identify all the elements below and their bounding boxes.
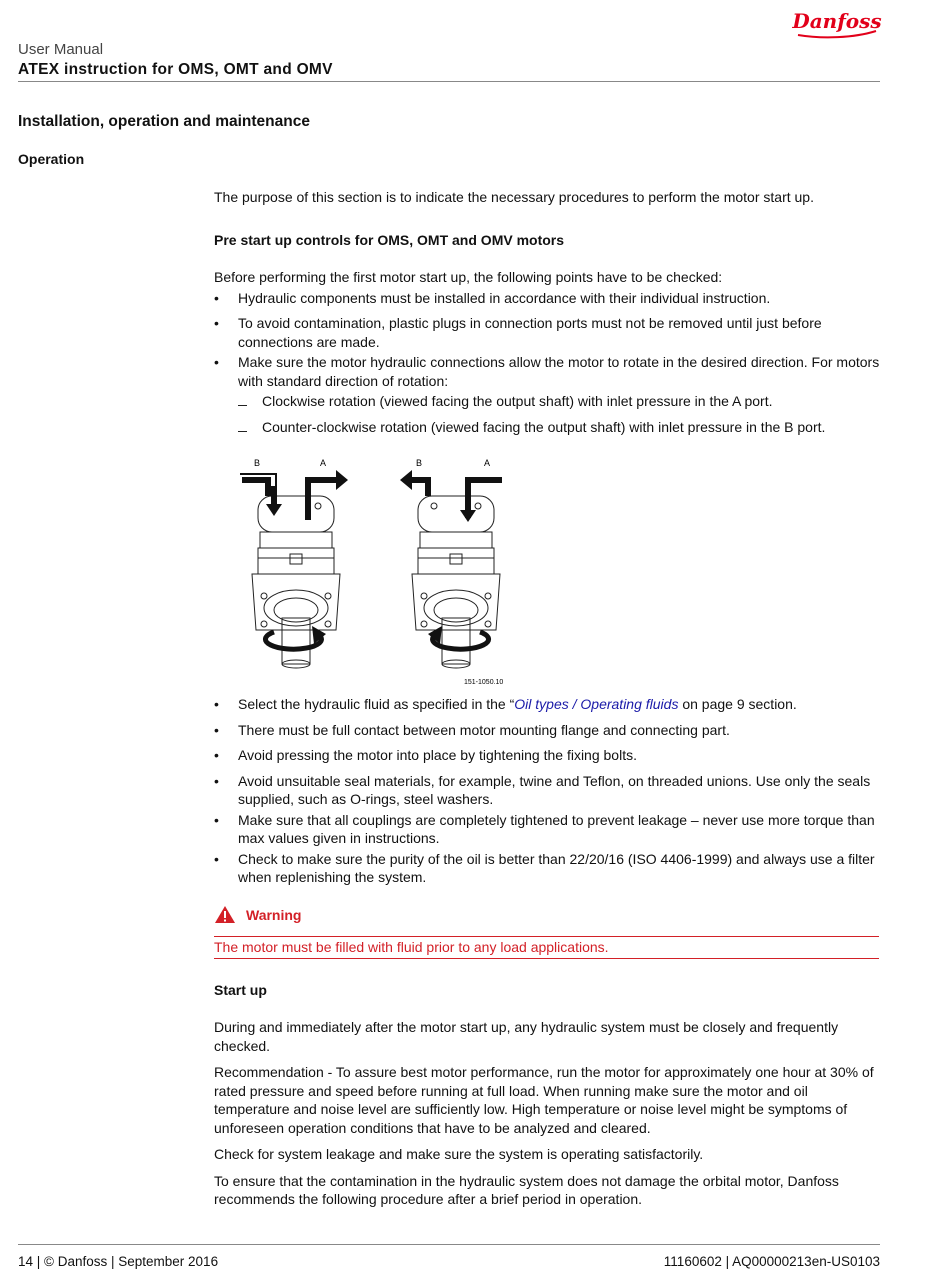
checklist <box>214 695 880 887</box>
warning-header <box>214 905 301 924</box>
oil-types-link[interactable]: Oil types / Operating fluids <box>514 696 679 712</box>
startup-paragraph: During and immediately after the motor start up, any hydraulic system must be closely and frequently checked. <box>214 1019 839 1054</box>
fig-port-b-label: B <box>416 458 423 468</box>
startup-paragraph: Check for system leakage and make sure the system is operating satisfactorily. <box>214 1146 704 1162</box>
list-item: • Avoid pressing the motor into place by tightening the fixing bolts. <box>214 746 880 765</box>
prestart-list <box>214 268 880 436</box>
fluid-suffix: on page 9 section. <box>678 696 797 712</box>
sub-list-item: Counter-clockwise rotation (viewed facing the output shaft) with inlet pressure in the B port. <box>214 418 880 437</box>
startup-paragraph: To ensure that the contamination in the hydraulic system does not damage the orbital motor, Danfoss recommends the following procedure after a brief period in operation. <box>214 1172 839 1207</box>
intro-text: The purpose of this section is to indicate the necessary procedures to perform the motor start up. <box>214 189 814 205</box>
list-item: • Avoid unsuitable seal materials, for example, twine and Teflon, on threaded unions. Use only the seals supplied, such as O-rings, steel washers. <box>214 772 880 809</box>
startup-body <box>214 1018 880 1209</box>
fluid-prefix: Select the hydraulic fluid as specified in the “ <box>238 696 515 712</box>
danfoss-logo <box>792 4 882 47</box>
logo-text: Danfoss <box>792 9 882 33</box>
section-title: Installation, operation and maintenance <box>18 113 310 130</box>
prestart-lead: Before performing the first motor start up, the following points have to be checked: <box>214 269 723 285</box>
warning-message: The motor must be filled with fluid prior to any load applications. <box>214 936 879 959</box>
sub-list-item: Clockwise rotation (viewed facing the output shaft) with inlet pressure in the A port. <box>214 392 880 411</box>
motor-rotation-figure <box>230 448 530 695</box>
figure-reference: 151-1050.10 <box>464 679 504 686</box>
footer-page-info: 14 | © Danfoss | September 2016 <box>18 1254 219 1269</box>
list-item: • Hydraulic components must be installed in accordance with their individual instruction. <box>214 289 880 308</box>
subsection-title: Operation <box>18 151 85 167</box>
doc-title: ATEX instruction for OMS, OMT and OMV <box>18 61 333 78</box>
intro-paragraph <box>214 188 880 207</box>
list-item: • There must be full contact between motor mounting flange and connecting part. <box>214 721 880 740</box>
list-item: • Check to make sure the purity of the oil is better than 22/20/16 (ISO 4406-1999) and always use a filter when replenishing the system. <box>214 850 880 887</box>
doc-type: User Manual <box>18 41 104 58</box>
warning-title: Warning <box>246 906 302 923</box>
fig-port-b-label: B <box>254 458 261 468</box>
footer-doc-number: 11160602 | AQ00000213en-US0103 <box>663 1254 880 1269</box>
warning-triangle-icon <box>214 905 236 924</box>
startup-paragraph: Recommendation - To assure best motor performance, run the motor for approximately one hour at 30% of rated pressure and speed before running at full load. When running make sure the motor and oil temperature and noise level are sufficiently low. High temperature or noise level might be symptoms of unforeseen operation conditions that have to be analyzed and cleared. <box>214 1064 874 1136</box>
footer-divider <box>18 1244 880 1245</box>
startup-heading: Start up <box>214 982 267 998</box>
list-item: • To avoid contamination, plastic plugs in connection ports must not be removed until just before connections are made. <box>214 314 880 351</box>
prestart-heading: Pre start up controls for OMS, OMT and OMV motors <box>214 232 565 248</box>
fig-port-a-label: A <box>320 458 327 468</box>
header-divider <box>18 81 880 82</box>
list-item: • Make sure the motor hydraulic connections allow the motor to rotate in the desired direction. For motors with standard direction of rotation: <box>214 353 880 390</box>
fig-port-a-label: A <box>484 458 491 468</box>
list-item <box>214 695 880 714</box>
list-item: • Make sure that all couplings are completely tightened to prevent leakage – never use more torque than max values given in instructions. <box>214 811 880 848</box>
